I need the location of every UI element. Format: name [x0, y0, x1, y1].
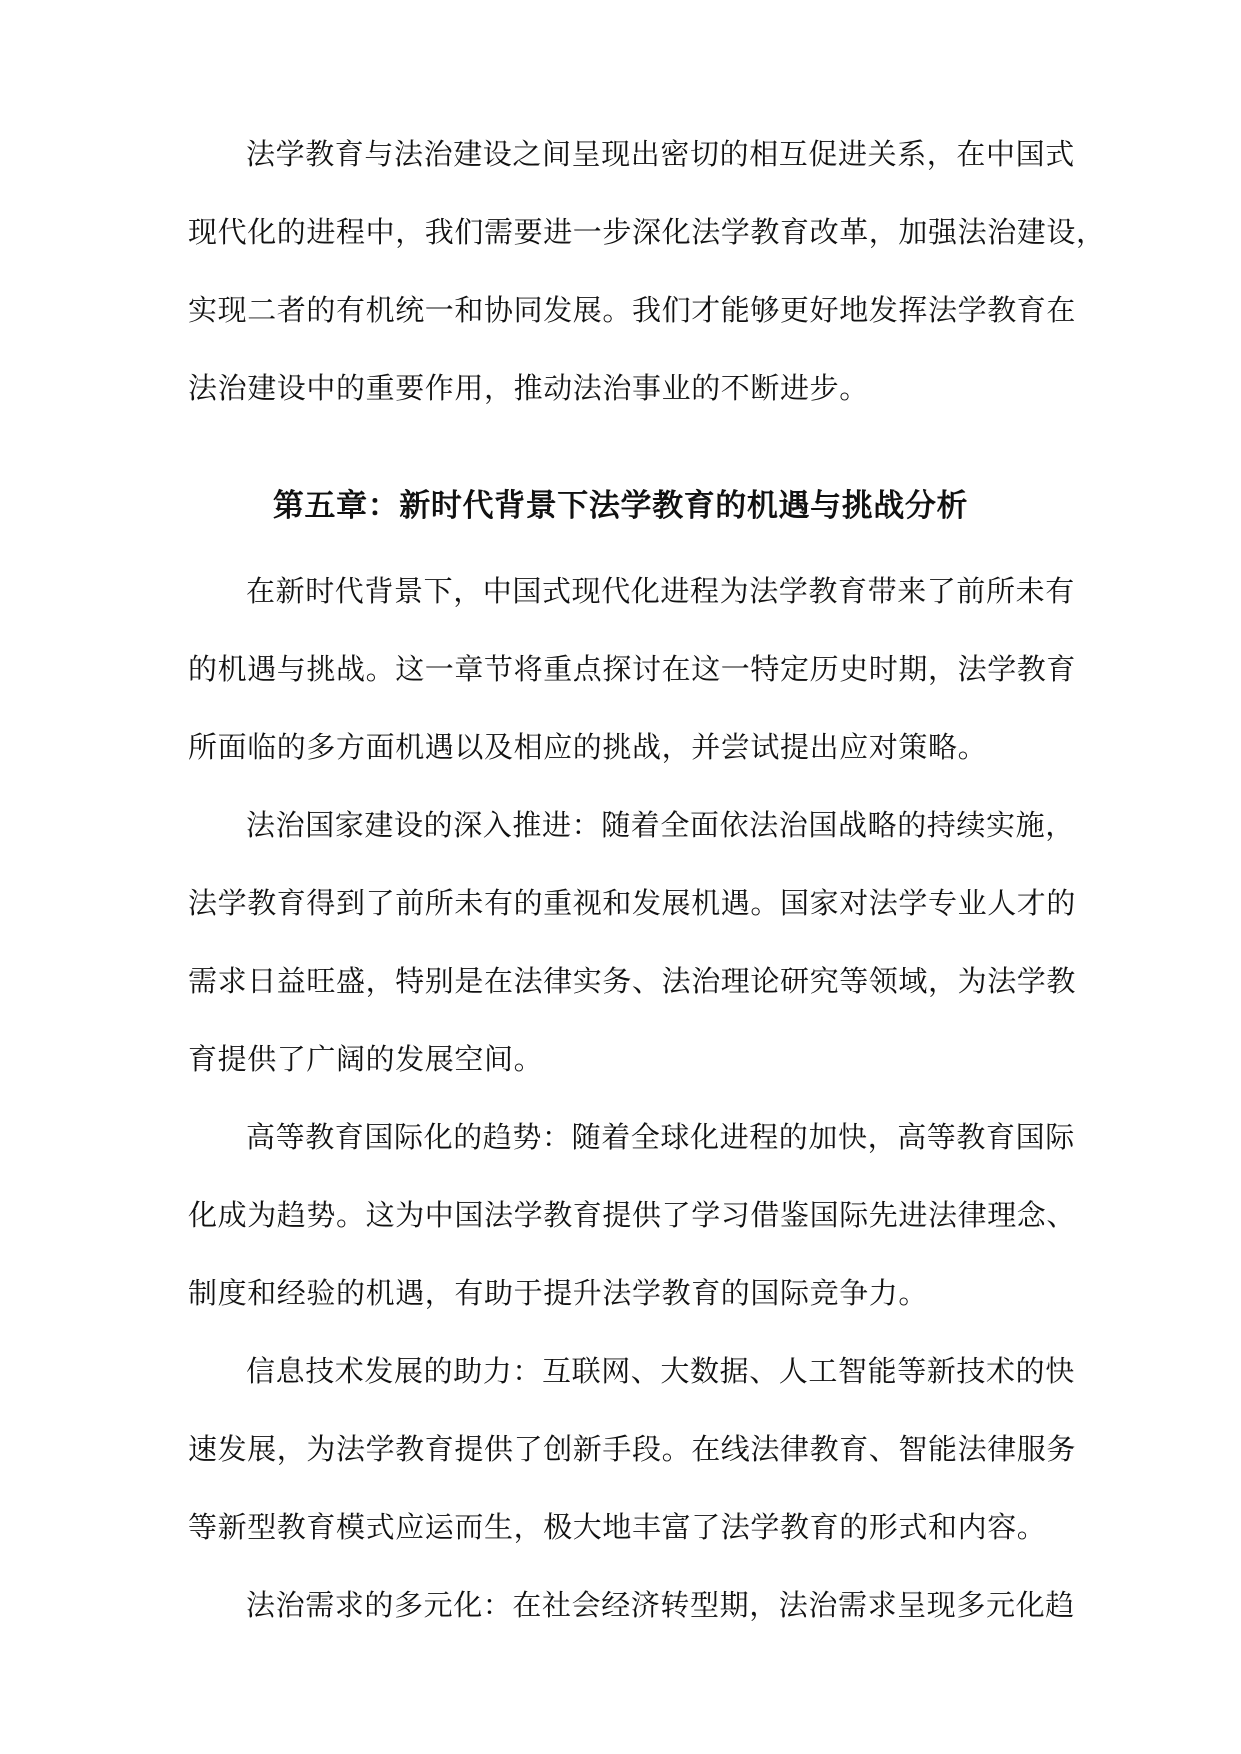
paragraph-1-line-3: 实现二者的有机统一和协同发展。我们才能够更好地发挥法学教育在	[188, 293, 1077, 327]
paragraph-4-line-2: 化成为趋势。这为中国法学教育提供了学习借鉴国际先进法律理念、	[188, 1198, 1077, 1232]
chapter-heading: 第五章：新时代背景下法学教育的机遇与挑战分析	[272, 488, 969, 524]
paragraph-1-line-4: 法治建设中的重要作用，推动法治事业的不断进步。	[188, 371, 869, 405]
paragraph-3-line-4: 育提供了广阔的发展空间。	[188, 1042, 544, 1076]
paragraph-2-line-1: 在新时代背景下，中国式现代化进程为法学教育带来了前所未有	[246, 574, 1075, 608]
paragraph-4-line-1: 高等教育国际化的趋势：随着全球化进程的加快，高等教育国际	[246, 1120, 1075, 1154]
paragraph-5-line-1: 信息技术发展的助力：互联网、大数据、人工智能等新技术的快	[246, 1354, 1075, 1388]
paragraph-5-line-2: 速发展，为法学教育提供了创新手段。在线法律教育、智能法律服务	[188, 1432, 1077, 1466]
paragraph-3-line-2: 法学教育得到了前所未有的重视和发展机遇。国家对法学专业人才的	[188, 886, 1077, 920]
paragraph-1-line-2: 现代化的进程中，我们需要进一步深化法学教育改革，加强法治建设，	[188, 215, 1106, 249]
paragraph-2-line-3: 所面临的多方面机遇以及相应的挑战，并尝试提出应对策略。	[188, 730, 988, 764]
paragraph-5-line-3: 等新型教育模式应运而生，极大地丰富了法学教育的形式和内容。	[188, 1510, 1047, 1544]
paragraph-3-line-3: 需求日益旺盛，特别是在法律实务、法治理论研究等领域，为法学教	[188, 964, 1077, 998]
paragraph-1-line-1: 法学教育与法治建设之间呈现出密切的相互促进关系，在中国式	[246, 137, 1075, 171]
paragraph-2-line-2: 的机遇与挑战。这一章节将重点探讨在这一特定历史时期，法学教育	[188, 652, 1077, 686]
paragraph-4-line-3: 制度和经验的机遇，有助于提升法学教育的国际竞争力。	[188, 1276, 929, 1310]
paragraph-6-line-1: 法治需求的多元化：在社会经济转型期，法治需求呈现多元化趋	[246, 1588, 1075, 1622]
paragraph-3-line-1: 法治国家建设的深入推进：随着全面依法治国战略的持续实施，	[246, 808, 1075, 842]
